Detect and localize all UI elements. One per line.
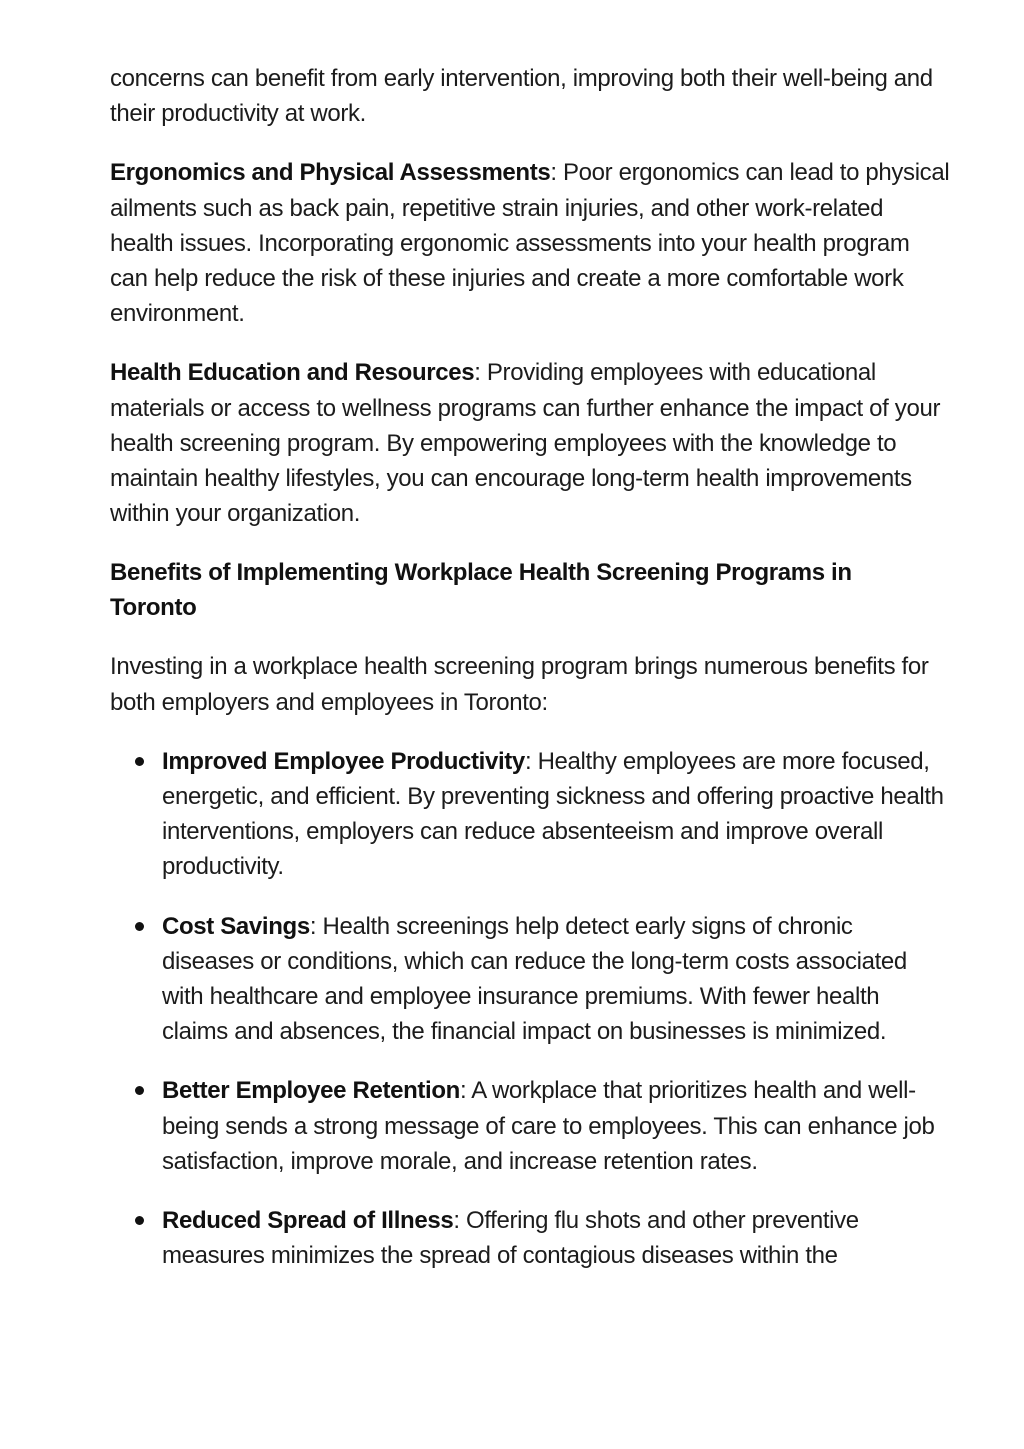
benefits-intro-paragraph: Investing in a workplace health screening program brings numerous benefits for both employers and employees in Toronto: [110,653,929,716]
benefits-list [110,744,950,1274]
list-item [110,1203,950,1273]
benefit-title: Cost Savings [162,912,310,940]
section-ergonomics [110,155,950,331]
list-item [110,744,950,885]
bullet-icon [135,1086,144,1095]
benefit-text: : A workplace that prioritizes health and well-being sends a strong message of care to employees. This can enhance job satisfaction, improve morale, and increase retention rates. [162,1077,935,1175]
section-title: Health Education and Resources [110,359,475,387]
benefit-text: : Offering flu shots and other preventive measures minimizes the spread of contagious diseases within the [162,1207,859,1270]
list-item [110,1073,950,1179]
benefit-text: : Health screenings help detect early signs of chronic diseases or conditions, which can reduce the long-term costs associated with healthcare and employee insurance premiums. With fewer health claims and absences, the financial impact on businesses is minimized. [162,912,907,1046]
section-health-education [110,355,950,531]
section-text: : Providing employees with educational materials or access to wellness programs can further enhance the impact of your health screening program. By empowering employees with the knowledge to maintain healthy lifestyles, you can encourage long-term health improvements within your organization. [110,359,941,528]
section-title: Ergonomics and Physical Assessments [110,159,551,187]
bullet-icon [135,1216,144,1225]
benefit-title: Improved Employee Productivity [162,747,525,775]
intro-continuation-paragraph: concerns can benefit from early intervention, improving both their well-being and their productivity at work. [110,65,933,128]
benefit-text: : Healthy employees are more focused, energetic, and efficient. By preventing sickness and offering proactive health interventions, employers can reduce absenteeism and improve overall productivity. [162,747,944,881]
section-text: : Poor ergonomics can lead to physical ailments such as back pain, repetitive strain injuries, and other work-related health issues. Incorporating ergonomic assessments into your health program can help reduce the risk of these injuries and create a more comfortable work environment. [110,159,950,328]
benefits-heading: Benefits of Implementing Workplace Health Screening Programs in Toronto [110,559,852,622]
list-item [110,909,950,1050]
benefit-title: Better Employee Retention [162,1077,460,1105]
benefit-title: Reduced Spread of Illness [162,1207,454,1235]
bullet-icon [135,757,144,766]
document-page [110,61,950,1297]
bullet-icon [135,922,144,931]
